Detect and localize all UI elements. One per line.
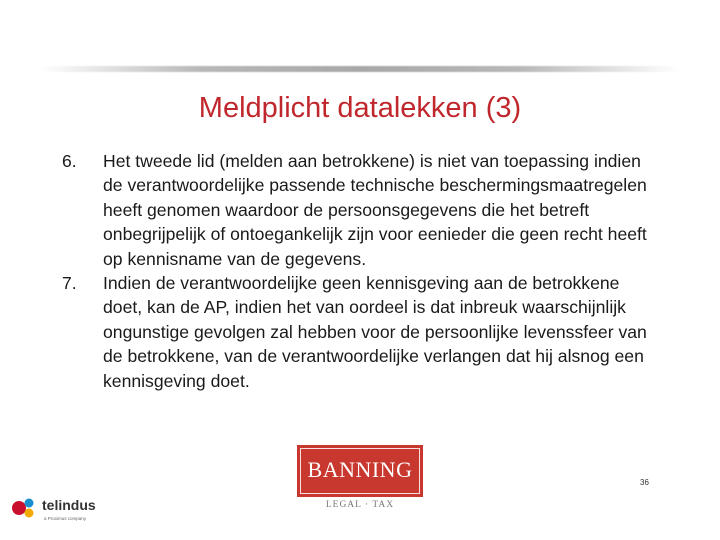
list-item-text: Het tweede lid (melden aan betrokkene) is niet van toepassing indien de verantwoordelijke passende technische beschermingsmaatregelen heeft genomen waardoor de persoonsgegevens die het betreft onbegrijpelijk of ontoegankelijk zijn voor eenieder die geen recht heeft op kennisname van de gegevens. [103,151,647,269]
list-item-number: 7. [62,273,77,294]
telindus-logo [10,494,100,526]
numbered-list [62,149,662,393]
telindus-mark-icon [10,496,38,520]
list-item-text: Indien de verantwoordelijke geen kennisgeving aan de betrokkene doet, kan de AP, indien het van oordeel is dat inbreuk waarschijnlijk ongunstige gevolgen zal hebben voor de persoonlijke levenssfeer van de betrokkene, van de verantwoordelijke verlangen dat hij alsnog een kennisgeving doet. [103,273,647,391]
list-item [62,149,662,271]
list-item-number: 6. [62,151,77,171]
slide-title: Meldplicht datalekken (3) [198,92,522,124]
banning-logo [297,445,423,497]
header-divider [40,66,680,72]
list-item [62,271,662,393]
telindus-name: telindus [42,497,96,513]
page-number: 36 [640,478,649,487]
telindus-subtitle: a Proximus company [44,516,87,521]
banning-logo-text: BANNING [307,457,413,482]
banning-tagline: LEGAL · TAX [325,500,395,510]
